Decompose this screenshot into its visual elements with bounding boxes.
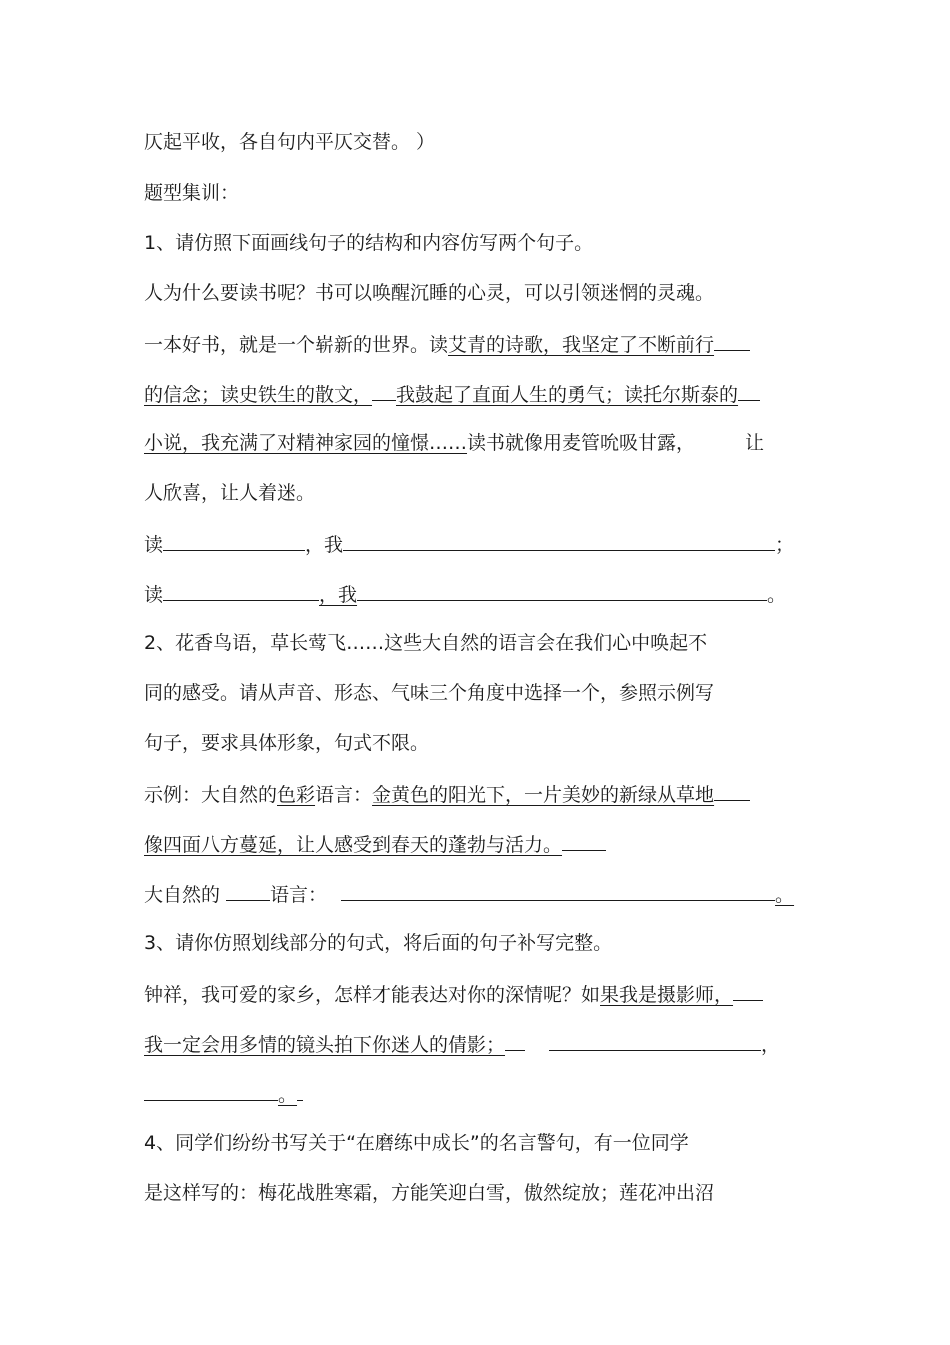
fill-line — [144, 1080, 303, 1108]
text-line — [144, 480, 315, 506]
line-text: 4、同学们纷纷书写关于“在磨练中成长”的名言警句，有一位同学 — [144, 1132, 689, 1154]
underlined-text: 果我是摄影师， — [600, 984, 734, 1006]
answer-blank[interactable] — [341, 880, 775, 901]
line-text: ，我 — [319, 584, 358, 606]
text-line — [144, 280, 714, 306]
line-text: 句子，要求具体形象，句式不限。 — [144, 732, 430, 754]
underlined-text: 我一定会用多情的镜头拍下你迷人的倩影； — [144, 1034, 506, 1056]
underline-rule — [714, 780, 750, 801]
line-text: 1、请仿照下面画线句子的结构和内容仿写两个句子。 — [144, 232, 594, 254]
line-text: 人欣喜，让人着迷。 — [144, 482, 316, 504]
answer-blank[interactable] — [343, 530, 775, 551]
underline-rule — [297, 1080, 303, 1101]
text-line — [144, 980, 763, 1008]
line-text: 大自然的 — [144, 884, 221, 906]
example-line — [144, 780, 750, 808]
answer-blank[interactable] — [163, 530, 305, 551]
section-heading — [144, 180, 239, 206]
answer-blank[interactable] — [226, 880, 270, 901]
line-text: 人为什么要读书呢？书可以唤醒沉睡的心灵，可以引领迷惘的灵魂。 — [144, 282, 715, 304]
fill-line — [144, 580, 786, 608]
question-4 — [144, 1130, 689, 1156]
line-text: 题型集训： — [144, 182, 240, 204]
example-line — [144, 830, 606, 858]
underline-rule — [733, 980, 763, 1001]
text-line — [144, 1180, 714, 1206]
answer-blank[interactable] — [549, 1030, 761, 1051]
answer-blank[interactable] — [357, 580, 767, 601]
question-2 — [144, 630, 707, 656]
line-text: 是这样写的：梅花战胜寒霜，方能笑迎白雪，傲然绽放；莲花冲出沼 — [144, 1182, 715, 1204]
fill-line — [144, 880, 794, 908]
line-text: 仄起平收，各自句内平仄交替。 ） — [144, 131, 436, 153]
line-text: ； — [775, 534, 795, 556]
underline-rule — [738, 380, 760, 401]
underlined-text: 像四面八方蔓延，让人感受到春天的蓬勃与活力。 — [144, 834, 563, 856]
underlined-text: 小说，我充满了对精神家园的憧憬…… — [144, 432, 468, 454]
underline-rule — [714, 330, 750, 351]
answer-blank[interactable] — [163, 580, 319, 601]
line-text: 一本好书，就是一个崭新的世界。读 — [144, 334, 449, 356]
line-text: 。 — [278, 1084, 298, 1106]
answer-blank[interactable] — [144, 1080, 278, 1101]
line-text: ， — [761, 1034, 781, 1056]
line-text: 。 — [767, 584, 787, 606]
text-line — [144, 129, 435, 155]
line-text: 同的感受。请从声音、形态、气味三个角度中选择一个，参照示例写 — [144, 682, 715, 704]
text-line — [144, 380, 760, 408]
line-text: ，我 — [305, 534, 344, 556]
line-text: 语言： — [315, 784, 373, 806]
line-text: 钟祥，我可爱的家乡，怎样才能表达对你的深情呢？如 — [144, 984, 601, 1006]
text-line — [144, 430, 764, 456]
text-line — [144, 330, 750, 358]
text-line — [144, 680, 714, 706]
underlined-text: 金黄色的阳光下，一片美妙的新绿从草地 — [372, 784, 715, 806]
underline-rule — [562, 830, 606, 851]
underlined-text: 艾青的诗歌，我坚定了不断前行 — [448, 334, 715, 356]
text-line — [144, 730, 429, 756]
fill-line — [144, 530, 794, 558]
fill-line — [144, 1030, 780, 1058]
line-text: 3、请你仿照划线部分的句式，将后面的句子补写完整。 — [144, 932, 613, 954]
line-text: 。 — [775, 884, 795, 906]
question-1 — [144, 230, 593, 256]
line-text: 让 — [745, 432, 765, 454]
underlined-text: 我鼓起了直面人生的勇气；读托尔斯泰的 — [396, 384, 739, 406]
line-text: 2、花香鸟语，草长莺飞……这些大自然的语言会在我们心中唤起不 — [144, 632, 708, 654]
line-text: 语言： — [270, 884, 328, 906]
question-3 — [144, 930, 612, 956]
line-text: 读 — [144, 584, 164, 606]
underlined-text: 的信念；读史铁生的散文， — [144, 384, 373, 406]
line-text: 示例：大自然的 — [144, 784, 278, 806]
underlined-text: 色彩 — [277, 784, 316, 806]
underline-rule — [505, 1030, 525, 1051]
underline-rule — [372, 380, 396, 401]
line-text: 读 — [144, 534, 164, 556]
line-text: 读书就像用麦管吮吸甘露， — [467, 432, 696, 454]
